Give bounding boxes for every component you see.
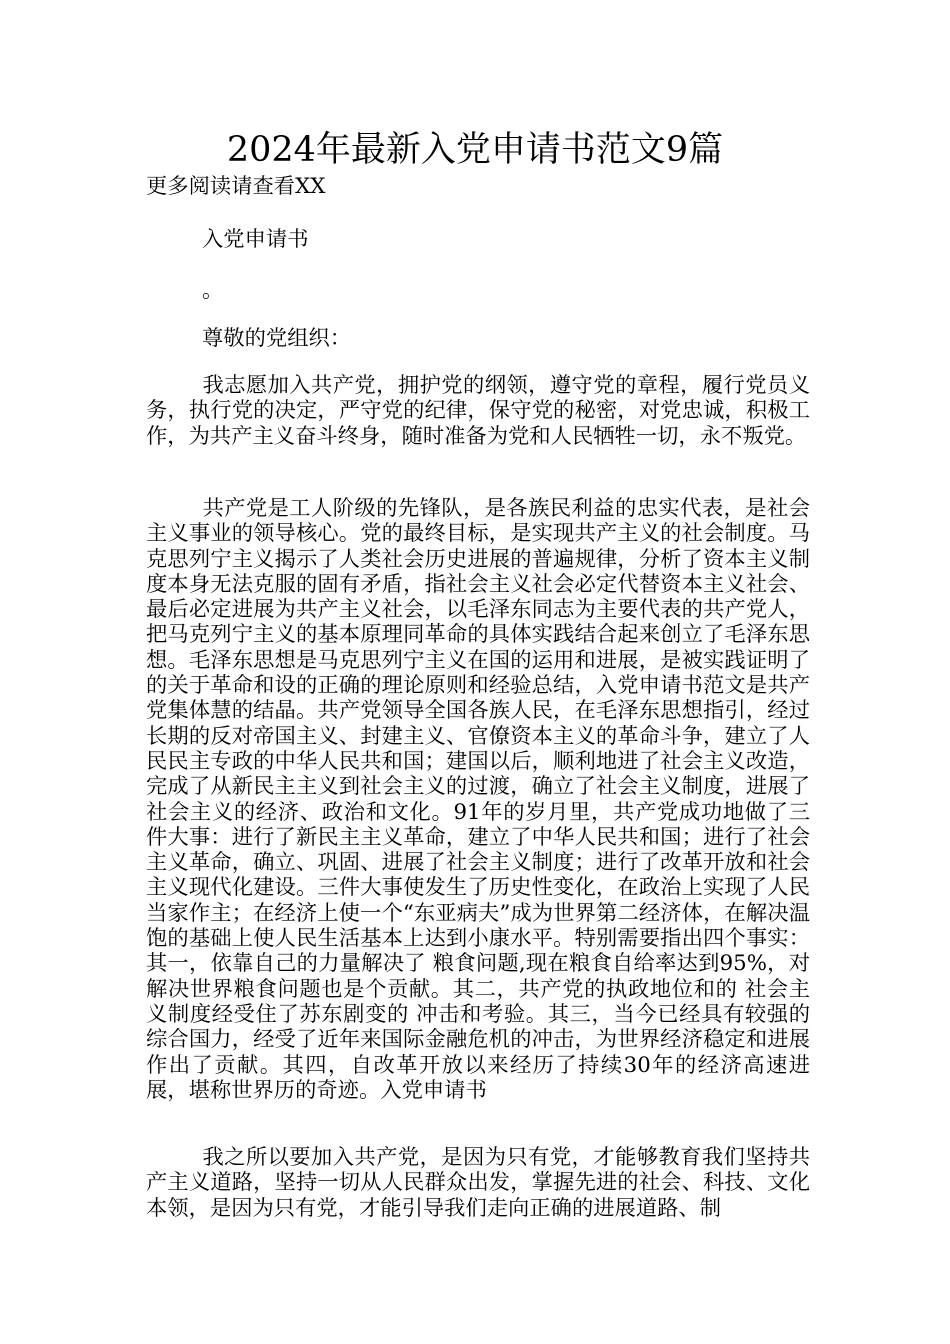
paragraph-party-history: 共产党是工人阶级的先锋队，是各族民利益的忠实代表，是社会主义事业的领导核心。党的最终目标，是实现共产主义的社会制度。马克思列宁主义揭示了人类社会历史进展的普遍规律，分析了资本主义制度本身无法克服的固有矛盾，指社会主义社会必定代替资本主义社会、最后必定进展为共产主义社会，以毛泽东同志为主要代表的共产党人，把马克列宁主义的基本原理同革命的具体实践结合起来创立了毛泽东思想。毛泽东思想是马克思列宁主义在国的运用和进展，是被实践证明了的关于革命和设的正确的理论原则和经验总结，入党申请书范文是共产党集体慧的结晶。共产党领导全国各族人民，在毛泽东思想指引，经过长期的反对帝国主义、封建主义、官僚资本主义的革命斗争，建立了人民民主专政的中华人民共和国；建国以后，顺利地进了社会主义改造，完成了从新民主主义到社会主义的过渡，确立了社会主义制度，进展了社会主义的经济、政治和文化。91年的岁月里，共产党成功地做了三件大事：进行了新民主主义革命，建立了中华人民共和国；进行了社会主义革命，确立、巩固、进展了社会主义制度；进行了改革开放和社会主义现代化建设。三件大事使发生了历史性变化，在政治上实现了人民当家作主；在经济上使一个“东亚病夫”成为世界第二经济体，在解决温饱的基础上使人民生活基本上达到小康水平。特别需要指出四个事实：其一，依靠自己的力量解决了 粮食问题,现在粮食自给率达到95%，对解决世界粮食问题也是个贡献。其二，共产党的执政地位和的 社会主义制度经受住了苏东剧变的 冲击和考验。其三，当今已经具有较强的综合国力，经受了近年来国际金融危机的冲击，为世界经济稳定和进展作出了贡献。其四，自改革开放以来经历了持续30年的经济高速进展，堪称世界历的奇迹。入党申请书 bbox=[146, 496, 810, 1103]
stray-period: 。 bbox=[202, 278, 224, 303]
document-title: 2024年最新入党申请书范文9篇 bbox=[226, 130, 724, 170]
more-reading-note: 更多阅读请查看XX bbox=[146, 174, 326, 199]
paragraph-pledge: 我志愿加入共产党，拥护党的纲领，遵守党的章程，履行党员义务，执行党的决定，严守党的纪律，保守党的秘密，对党忠诚，积极工作，为共产主义奋斗终身，随时准备为党和人民牺牲一切，永不叛党。 bbox=[146, 373, 810, 449]
section-heading: 入党申请书 bbox=[202, 227, 309, 252]
paragraph-reasons: 我之所以要加入共产党，是因为只有党，才能够教育我们坚持共产主义道路，坚持一切从人民群众出发，掌握先进的社会、科技、文化本领，是因为只有党，才能引导我们走向正确的进展道路、制 bbox=[146, 1145, 810, 1221]
salutation: 尊敬的党组织： bbox=[202, 326, 352, 351]
